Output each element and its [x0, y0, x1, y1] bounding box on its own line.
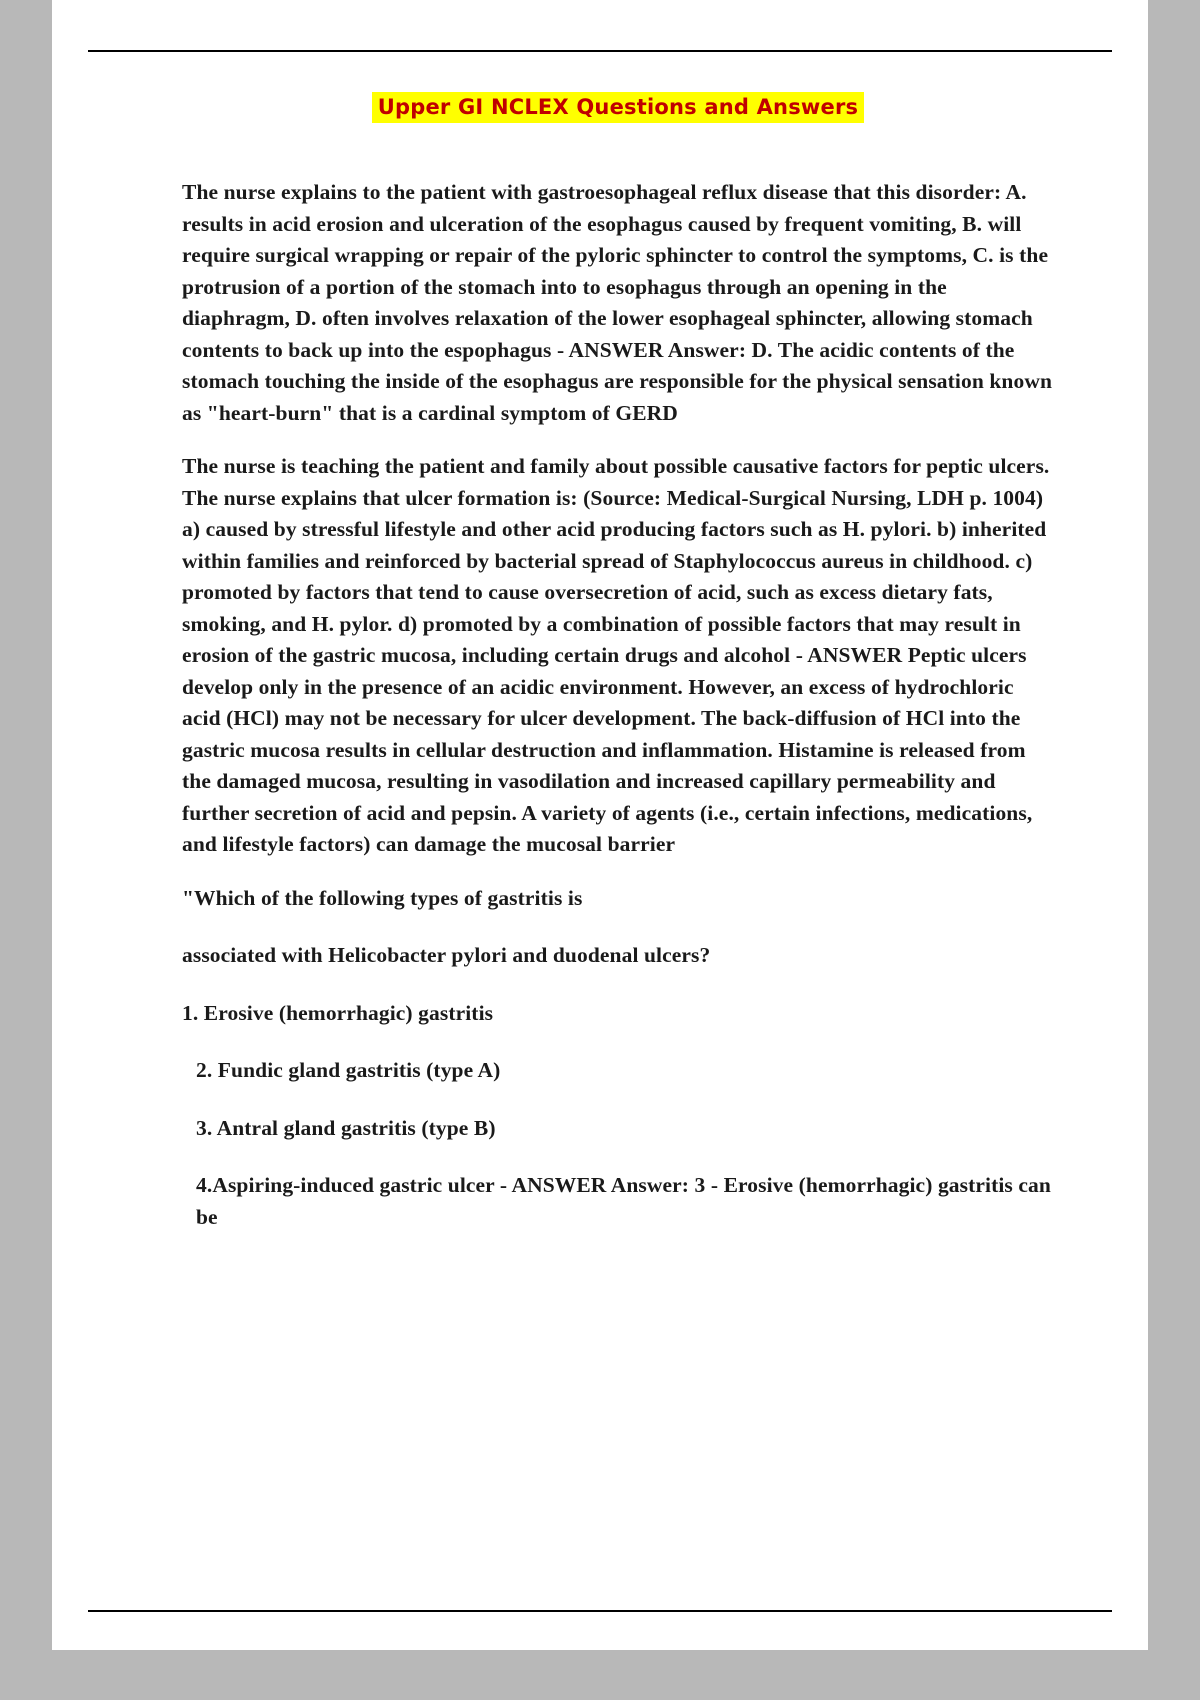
document-page — [52, 0, 1148, 1650]
document-body — [52, 95, 1148, 1259]
question-paragraph-2: The nurse is teaching the patient and family about possible causative factors for peptic ulcers. The nurse explains that ulcer formation is: (Source: Medical-Surgical Nursing, LDH p. 1004) a) caused by stressful lifestyle and other acid producing factors such as H. pylori. b) inherited within families and reinforced by bacterial spread of Staphylococcus aureus in childhood. c) promoted by factors that tend to cause oversecretion of acid, such as excess dietary fats, smoking, and H. pylor. d) promoted by a combination of possible factors that may result in erosion of the gastric mucosa, including certain drugs and alcohol - ANSWER Peptic ulcers develop only in the presence of an acidic environment. However, an excess of hydrochloric acid (HCl) may not be necessary for ulcer development. The back-diffusion of HCl into the gastric mucosa results in cellular destruction and inflammation. Histamine is released from the damaged mucosa, resulting in vasodilation and increased capillary permeability and further secretion of acid and pepsin. A variety of agents (i.e., certain infections, medications, and lifestyle factors) can damage the mucosal barrier — [182, 454, 1050, 856]
question-paragraph-3-line-2: associated with Helicobacter pylori and duodenal ulcers? — [182, 943, 711, 967]
answer-option-4: 4.Aspiring-induced gastric ulcer - ANSWER Answer: 3 - Erosive (hemorrhagic) gastritis can be — [196, 1173, 1051, 1229]
page-top-divider — [88, 50, 1112, 52]
page-title-text: Upper GI NCLEX Questions and Answers — [372, 92, 864, 123]
page-bottom-divider — [88, 1610, 1112, 1612]
answer-option-1: 1. Erosive (hemorrhagic) gastritis — [182, 1000, 494, 1025]
question-paragraph-3-line-1: "Which of the following types of gastritis is — [182, 885, 583, 910]
page-title — [182, 95, 1054, 119]
question-paragraph-1: The nurse explains to the patient with gastroesophageal reflux disease that this disorder: A. results in acid erosion and ulceration of the esophagus caused by frequent vomiting, B. will require surgical wrapping or repair of the pyloric sphincter to control the symptoms, C. is the protrusion of a portion of the stomach into to esophagus through an opening in the diaphragm, D. often involves relaxation of the lower esophageal sphincter, allowing stomach contents to back up into the espophagus - ANSWER Answer: D. The acidic contents of the stomach touching the inside of the esophagus are responsible for the physical sensation known as "heart-burn" that is a cardinal symptom of GERD — [182, 180, 1053, 425]
answer-option-2: 2. Fundic gland gastritis (type A) — [196, 1058, 501, 1082]
answer-option-3: 3. Antral gland gastritis (type B) — [196, 1115, 496, 1140]
